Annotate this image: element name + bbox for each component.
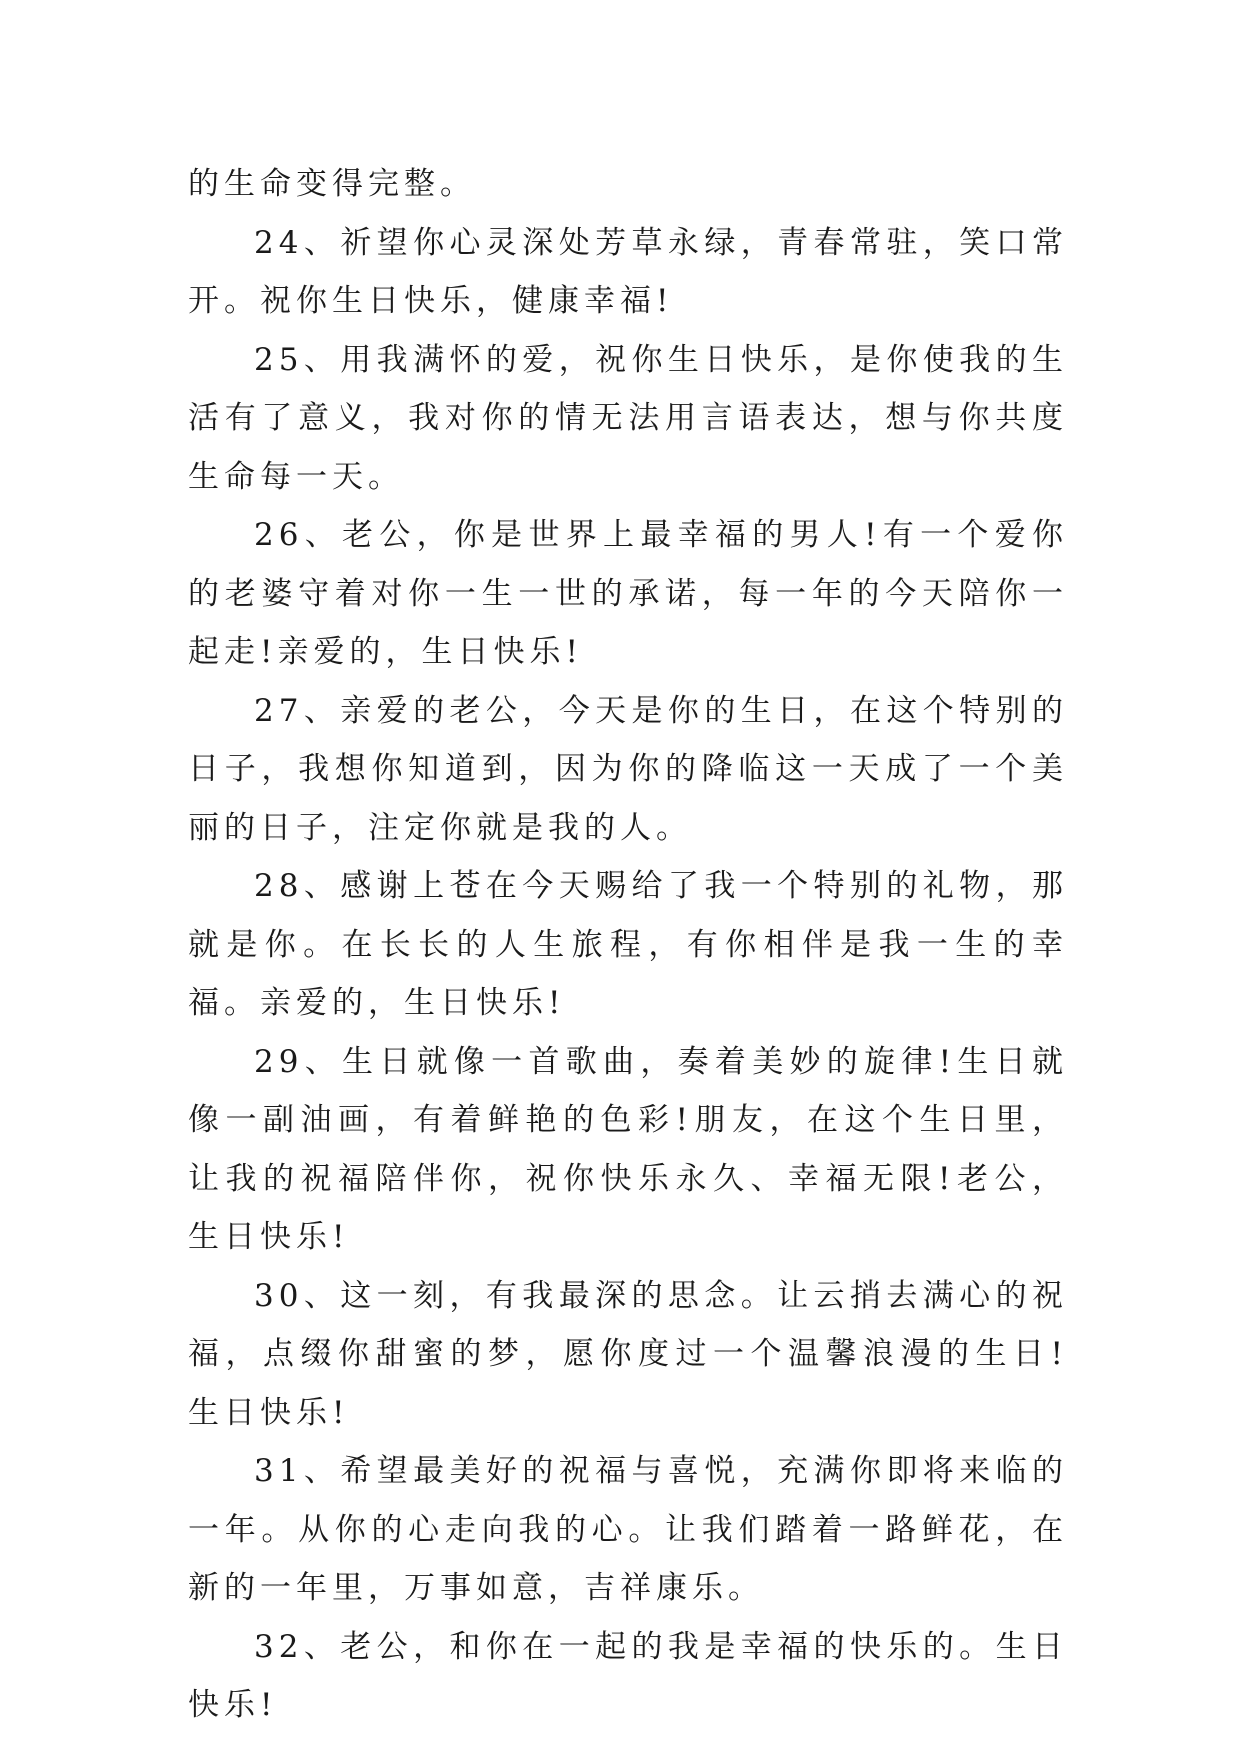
paragraph-26: 26、老公，你是世界上最幸福的男人!有一个爱你的老婆守着对你一生一世的承诺，每一年的今天陪你一起走!亲爱的，生日快乐! bbox=[188, 517, 1068, 670]
document-body bbox=[188, 155, 1068, 1735]
paragraph-continuation: 的生命变得完整。 bbox=[188, 166, 476, 202]
paragraph-29: 29、生日就像一首歌曲，奏着美妙的旋律!生日就像一副油画，有着鲜艳的色彩!朋友，在这个生日里，让我的祝福陪伴你，祝你快乐永久、幸福无限!老公，生日快乐! bbox=[188, 1043, 1068, 1255]
paragraph-27: 27、亲爱的老公，今天是你的生日，在这个特别的日子，我想你知道到，因为你的降临这一天成了一个美丽的日子，注定你就是我的人。 bbox=[188, 692, 1068, 846]
paragraph-31: 31、希望最美好的祝福与喜悦，充满你即将来临的一年。从你的心走向我的心。让我们踏着一路鲜花，在新的一年里，万事如意，吉祥康乐。 bbox=[188, 1453, 1068, 1606]
paragraph-30: 30、这一刻，有我最深的思念。让云捎去满心的祝福，点缀你甜蜜的梦，愿你度过一个温馨浪漫的生日!生日快乐! bbox=[188, 1277, 1068, 1431]
paragraph-24: 24、祈望你心灵深处芳草永绿，青春常驻，笑口常开。祝你生日快乐，健康幸福! bbox=[188, 224, 1068, 319]
paragraph-32: 32、老公，和你在一起的我是幸福的快乐的。生日快乐! bbox=[188, 1628, 1068, 1723]
paragraph-28: 28、感谢上苍在今天赐给了我一个特别的礼物，那就是你。在长长的人生旅程，有你相伴是我一生的幸福。亲爱的，生日快乐! bbox=[188, 868, 1068, 1021]
paragraph-25: 25、用我满怀的爱，祝你生日快乐，是你使我的生活有了意义，我对你的情无法用言语表达，想与你共度生命每一天。 bbox=[188, 341, 1068, 495]
